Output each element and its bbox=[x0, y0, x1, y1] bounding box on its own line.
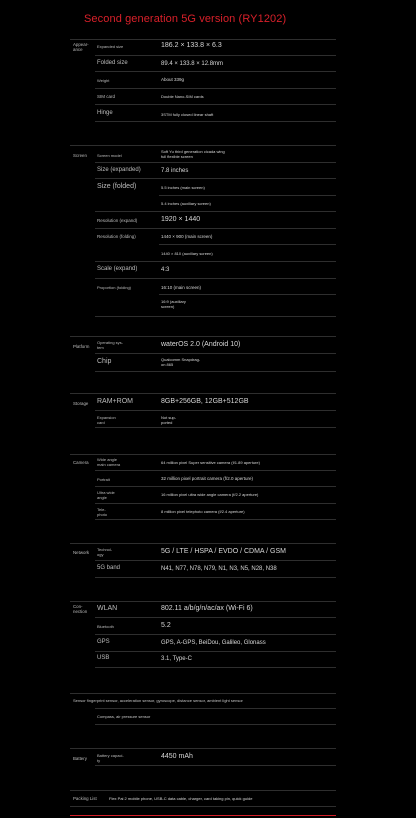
row-divider bbox=[95, 667, 336, 668]
section-label-battery: Battery bbox=[73, 756, 87, 761]
spec-label-expanded-size: Expanded size bbox=[97, 44, 124, 49]
row-divider bbox=[95, 470, 336, 471]
row-divider bbox=[95, 88, 336, 89]
spec-value-size-folded-main: 5.5 inches (main screen) bbox=[161, 185, 205, 190]
spec-value-folded-size: 89.4 × 133.8 × 12.8mm bbox=[161, 61, 224, 67]
row-divider bbox=[95, 503, 336, 504]
spec-value-weight: About 339g bbox=[161, 77, 185, 82]
spec-value-packing-list: Flex Pai 2 mobile phone, USB-C data cable, charger, card taking pin, quick guide bbox=[109, 796, 253, 801]
spec-value-proportion-aux: 16:9 (auxiliary screen) bbox=[161, 299, 186, 309]
spec-label-os: Operating sys- tem bbox=[97, 340, 124, 350]
row-divider bbox=[95, 228, 336, 229]
row-divider bbox=[95, 486, 336, 487]
section-divider bbox=[70, 543, 336, 544]
spec-label-technology: Technol- ogy bbox=[97, 547, 113, 557]
section-label-camera: Camera bbox=[73, 460, 89, 465]
row-divider bbox=[95, 121, 336, 122]
spec-label-ram-rom: RAM+ROM bbox=[97, 398, 133, 405]
spec-value-wide-angle: 64 million pixel Super sensitive camera (f/1.89 aperture) bbox=[161, 460, 260, 465]
section-divider bbox=[70, 393, 336, 394]
row-divider bbox=[95, 410, 336, 411]
row-divider bbox=[95, 261, 336, 262]
row-divider bbox=[95, 765, 336, 766]
spec-label-screen-model: Screen model bbox=[97, 153, 122, 158]
row-divider bbox=[159, 195, 336, 196]
section-label-packing-list: Packing List bbox=[73, 796, 97, 801]
section-label-appearance: Appear- ance bbox=[73, 42, 89, 52]
row-divider bbox=[95, 162, 336, 163]
spec-label-bluetooth: Bluetooth bbox=[97, 624, 114, 629]
bottom-accent-line bbox=[70, 815, 336, 816]
section-divider bbox=[70, 790, 336, 791]
row-divider bbox=[70, 806, 336, 807]
spec-label-usb: USB bbox=[97, 655, 110, 661]
spec-value-wlan: 802.11 a/b/g/n/ac/ax (Wi-Fi 6) bbox=[161, 605, 253, 612]
spec-label-expansion-card: Expansion card bbox=[97, 415, 116, 425]
sensor-list-line-1: Sensor fingerprint sensor, acceleration sensor, gyroscope, distance sensor, ambient light sensor bbox=[73, 698, 243, 703]
section-divider bbox=[70, 39, 336, 40]
spec-value-res-expand: 1920 × 1440 bbox=[161, 216, 201, 223]
spec-value-ultra-wide: 16 million pixel ultra wide angle camera (f/2.2 aperture) bbox=[161, 492, 259, 497]
spec-label-scale: Scale (expand) bbox=[97, 266, 138, 272]
row-divider bbox=[95, 55, 336, 56]
spec-label-wlan: WLAN bbox=[97, 605, 118, 612]
spec-value-ram-rom: 8GB+256GB, 12GB+512GB bbox=[161, 398, 249, 405]
row-divider bbox=[95, 178, 336, 179]
section-label-storage: Storage bbox=[73, 401, 89, 406]
row-divider bbox=[95, 651, 336, 652]
section-label-screen: Screen bbox=[73, 153, 87, 158]
spec-label-res-expand: Resolution (expand) bbox=[97, 218, 138, 223]
spec-label-ultra-wide: Ultra wide angle bbox=[97, 490, 115, 500]
section-divider bbox=[70, 748, 336, 749]
section-divider bbox=[70, 693, 336, 694]
spec-value-5g-band: N41, N77, N78, N79, N1, N3, N5, N28, N38 bbox=[161, 566, 277, 572]
spec-value-expansion-card: Not sup- ported bbox=[161, 415, 177, 425]
row-divider bbox=[95, 211, 336, 212]
spec-label-portrait: Portrait bbox=[97, 477, 110, 482]
spec-label-weight: Weight bbox=[97, 78, 110, 83]
spec-value-size-expanded: 7.8 inches bbox=[161, 168, 189, 174]
spec-value-res-folding-main: 1440 × 900 (main screen) bbox=[161, 234, 213, 239]
section-divider bbox=[70, 336, 336, 337]
spec-value-proportion-main: 16:10 (main screen) bbox=[161, 285, 202, 290]
section-label-network: Network bbox=[73, 550, 90, 555]
row-divider bbox=[95, 316, 336, 317]
section-divider bbox=[70, 454, 336, 455]
row-divider bbox=[95, 560, 336, 561]
spec-value-technology: 5G / LTE / HSPA / EVDO / CDMA / GSM bbox=[161, 548, 286, 555]
spec-value-size-folded-aux: 5.4 inches (auxiliary screen) bbox=[161, 201, 211, 206]
row-divider bbox=[95, 278, 336, 279]
row-divider bbox=[95, 71, 336, 72]
spec-value-sim: Double Nano-SIM cards bbox=[161, 94, 204, 99]
spec-value-expanded-size: 186.2 × 133.8 × 6.3 bbox=[161, 42, 222, 49]
spec-label-proportion: Proportion (folding) bbox=[97, 285, 132, 290]
sensor-list-line-2: Compass, air pressure sensor bbox=[97, 714, 151, 719]
spec-label-sim: SIM card bbox=[97, 94, 116, 99]
section-label-platform: Platform bbox=[73, 344, 90, 349]
spec-label-5g-band: 5G band bbox=[97, 565, 121, 571]
row-divider bbox=[95, 427, 336, 428]
spec-label-chip: Chip bbox=[97, 358, 112, 365]
section-divider bbox=[70, 145, 336, 146]
spec-value-gps: GPS, A-GPS, BeiDou, Galileo, Glonass bbox=[161, 640, 266, 646]
spec-label-folded-size: Folded size bbox=[97, 60, 128, 66]
spec-label-telephoto: Tele- photo bbox=[97, 507, 108, 517]
page-title: Second generation 5G version (RY1202) bbox=[84, 13, 287, 25]
spec-label-hinge: Hinge bbox=[97, 110, 113, 116]
spec-label-battery: Battery capaci- ty bbox=[97, 753, 124, 763]
row-divider bbox=[95, 577, 336, 578]
row-divider bbox=[95, 617, 336, 618]
spec-value-res-folding-aux: 1440 × 810 (auxiliary screen) bbox=[161, 251, 213, 256]
spec-value-os: waterOS 2.0 (Android 10) bbox=[161, 341, 241, 348]
section-divider bbox=[70, 601, 336, 602]
spec-value-screen-model: Soft Yu third generation cicada wing full flexible screen bbox=[161, 149, 225, 159]
row-divider bbox=[95, 708, 336, 709]
row-divider bbox=[159, 244, 336, 245]
row-divider bbox=[95, 104, 336, 105]
spec-value-chip: Qualcomm Snapdrag- on 865 bbox=[161, 357, 201, 367]
row-divider bbox=[95, 519, 336, 520]
spec-value-usb: 3.1, Type-C bbox=[161, 656, 192, 662]
spec-value-telephoto: 8 million pixel telephoto camera (f/2.4 aperture) bbox=[161, 509, 245, 514]
row-divider bbox=[159, 294, 336, 295]
row-divider bbox=[95, 634, 336, 635]
spec-value-hinge: 3STM fully closed linear shaft bbox=[161, 112, 214, 117]
spec-label-gps: GPS bbox=[97, 639, 110, 645]
spec-value-bluetooth: 5.2 bbox=[161, 622, 171, 629]
spec-value-portrait: 32 million pixel portrait camera (f/2.0 aperture) bbox=[161, 476, 254, 481]
row-divider bbox=[95, 371, 336, 372]
spec-value-battery: 4450 mAh bbox=[161, 753, 193, 760]
spec-value-scale: 4:3 bbox=[161, 267, 170, 273]
spec-label-size-folded: Size (folded) bbox=[97, 183, 137, 190]
row-divider bbox=[95, 724, 336, 725]
spec-label-wide-angle: Wide angle main camera bbox=[97, 457, 121, 467]
row-divider bbox=[95, 353, 336, 354]
spec-label-size-expanded: Size (expanded) bbox=[97, 167, 141, 173]
section-label-connection: Con- nection bbox=[73, 604, 88, 614]
spec-label-res-folding: Resolution (folding) bbox=[97, 234, 136, 239]
